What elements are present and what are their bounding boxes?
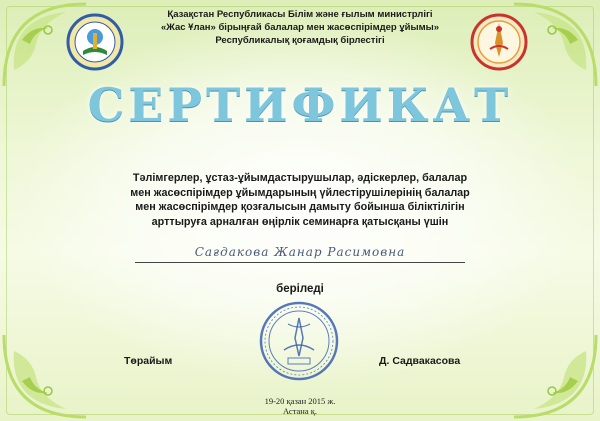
recipient-name-underline — [135, 262, 465, 263]
official-seal-stamp — [258, 300, 340, 382]
body-line-3: мен жасөспірімдер қозғалысын дамыту бойынша біліктілігін — [135, 201, 465, 213]
body-line-2: мен жасөспірімдер ұйымдарының үйлестірушілерінің балалар — [130, 186, 470, 199]
chair-label: Төрайым — [124, 355, 173, 367]
zhas-ulan-emblem-icon — [470, 13, 528, 71]
issuer-line-2: «Жас Ұлан» бірыңғай балалар мен жасөспірімдер ұйымы» — [160, 22, 440, 33]
issue-date-place — [0, 396, 600, 416]
recipient-name: Сағдакова Жанар Расимовна — [194, 245, 406, 259]
issue-place: Астана қ. — [283, 406, 317, 416]
awarded-text: беріледі — [276, 283, 324, 295]
issuer-line-1: Қазақстан Республикасы Білім және ғылым министрлігі — [167, 9, 433, 20]
issuer-header — [140, 8, 460, 47]
certificate-title: СЕРТИФИКАТ — [87, 78, 513, 132]
ministry-emblem-icon — [66, 13, 124, 71]
issuer-line-3: Республикалық қоғамдық бірлестігі — [215, 35, 385, 46]
certificate-body — [95, 171, 505, 229]
body-line-4: арттыруға арналған өңірлік семинарға қатысқаны үшін — [151, 215, 449, 228]
issue-date: 19-20 қазан 2015 ж. — [264, 396, 336, 406]
signer-name: Д. Садвакасова — [379, 355, 461, 367]
body-line-1: Тәлімгерлер, ұстаз-ұйымдастырушылар, әдіскерлер, балалар — [132, 172, 468, 184]
